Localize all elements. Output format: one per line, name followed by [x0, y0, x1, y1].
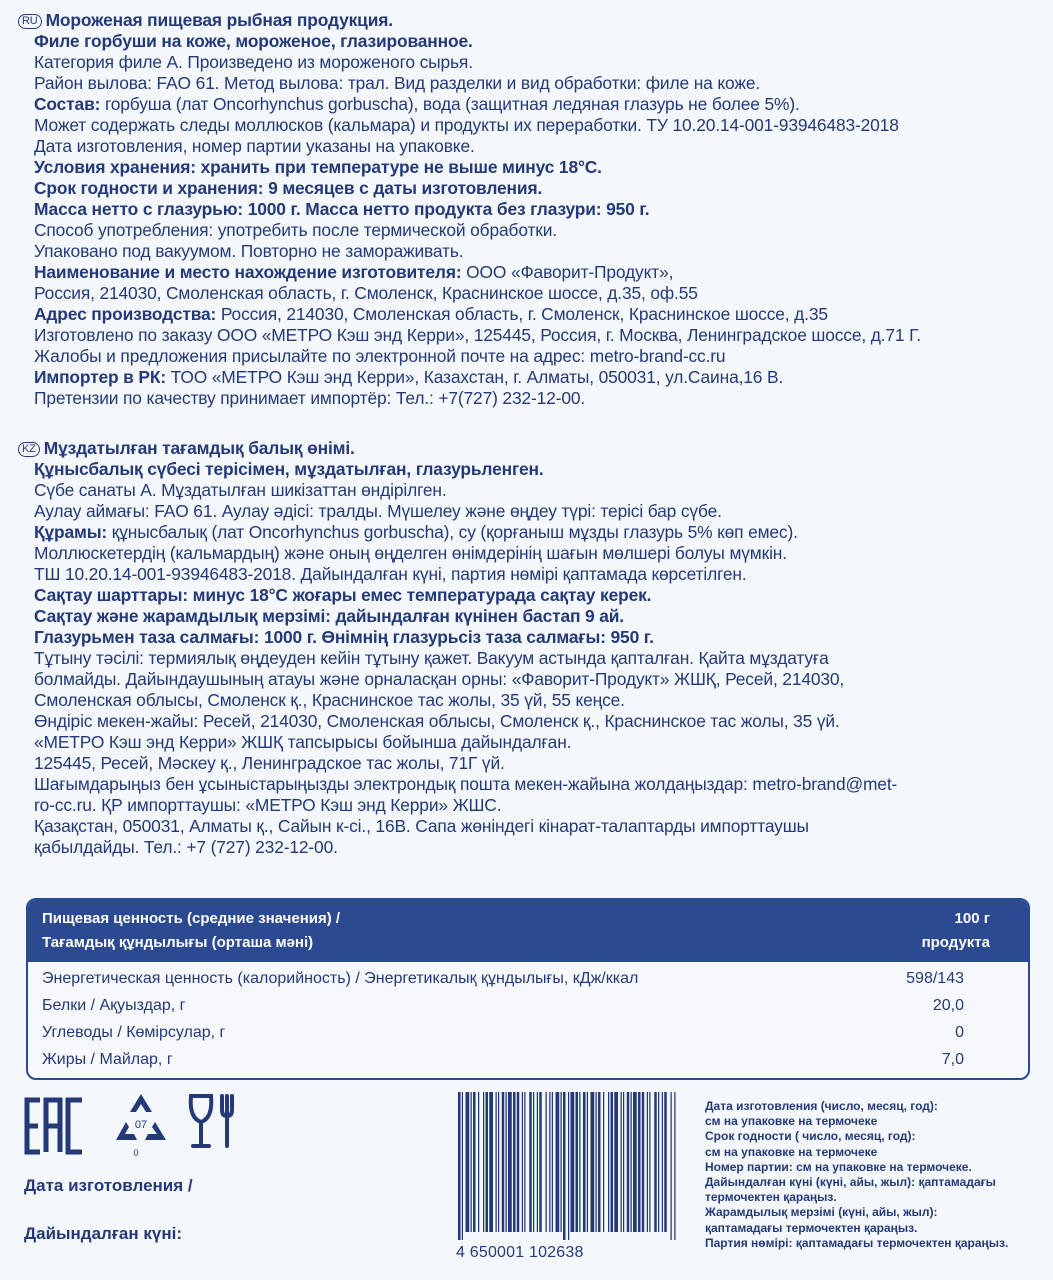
date-info-line: қаптамадағы термочектен қараңыз. [705, 1220, 918, 1235]
barcode-bar [647, 1092, 648, 1232]
barcode-bar [627, 1092, 630, 1232]
date-info-line: Дата изготовления (число, месяц, год): [705, 1099, 938, 1113]
nutrition-table [26, 898, 1030, 1080]
kz-line: Өндіріс мекен-жайы: Ресей, 214030, Смоленская облысы, Смоленск қ., Краснинское тас жолы, 35 үй. [34, 711, 840, 731]
date-info-line: Номер партии: см на упаковке на термочеке. [705, 1159, 972, 1174]
barcode-bar [471, 1092, 472, 1232]
ru-badge: RU [18, 14, 42, 29]
ru-line: Район вылова: FAO 61. Метод вылова: трал. Вид разделки и вид обработки: филе на коже. [34, 73, 761, 93]
nutrition-row [42, 1024, 1014, 1048]
nutrition-row-name: Жиры / Майлар, г [42, 1051, 173, 1068]
kz-badge: KZ [18, 442, 40, 457]
barcode-bar [662, 1092, 663, 1232]
barcode-digits: 4 650001 102638 [456, 1244, 584, 1261]
kz-line: Шағымдарыңыз бен ұсыныстарыңызды электрондық пошта мекен-жайына жолдаңыздар: metro-brand@met- [34, 774, 898, 794]
barcode-bar [522, 1092, 523, 1232]
barcode-bar [654, 1092, 657, 1232]
nutrition-header-title-kz: Тағамдық құндылығы (орташа мәні) [42, 934, 314, 951]
date-label-kz: Дайындалған күні: [24, 1224, 182, 1243]
kz-line: Сақтау шарттары: минус 18°С жоғары емес температурада сақтау керек. [34, 585, 652, 605]
barcode-bar [563, 1092, 566, 1240]
barcode-bar [524, 1092, 525, 1232]
barcode-bar [561, 1092, 562, 1232]
eac-mark-icon [24, 1096, 86, 1156]
nutrition-row-value: 7,0 [941, 1051, 964, 1068]
barcode-bar [496, 1092, 497, 1232]
nutrition-header-unit: продукта [921, 934, 990, 951]
ru-line: Адрес производства: Россия, 214030, Смоленская область, г. Смоленск, Краснинское шоссе, д.35 [34, 304, 828, 324]
barcode-bar [462, 1092, 463, 1240]
barcode-bar [671, 1092, 672, 1240]
kz-line: Тұтыну тәсілі: термиялық өңдеуден кейін тұтыну қажет. Вакуум астында қапталған. Қайта мұздатуға [34, 648, 829, 668]
barcode-bar [513, 1092, 516, 1232]
ru-label-block [0, 10, 1053, 409]
kz-line: Құрамы: құнысбалық (лат Oncorhynchus gorbuscha), су (қорғаныш мұзды глазурь 5% көп емес). [34, 522, 798, 542]
barcode-bar [591, 1092, 595, 1232]
ru-line: Состав: горбуша (лат Oncorhynchus gorbuscha), вода (защитная ледяная глазурь не более 5%). [34, 94, 800, 114]
barcode-bar [603, 1092, 604, 1232]
kz-line: Сақтау және жарамдылық мерзімі: дайындалған күнінен бастап 9 ай. [34, 606, 624, 626]
nutrition-header [28, 900, 1028, 962]
barcode-bar [498, 1092, 499, 1232]
food-contact-icon [186, 1092, 240, 1150]
ru-line: Дата изготовления, номер партии указаны на упаковке. [34, 136, 475, 156]
ru-line: Россия, 214030, Смоленская область, г. Смоленск, Краснинское шоссе, д.35, оф.55 [34, 283, 698, 303]
nutrition-row-value: 598/143 [906, 970, 964, 987]
recycle-sub: 0 [133, 1148, 139, 1158]
ru-line: Срок годности и хранения: 9 месяцев с даты изготовления. [34, 178, 543, 198]
nutrition-row-name: Энергетическая ценность (калорийность) / Энергетикалық құндылығы, кДж/ккал [42, 970, 639, 987]
barcode-bar [502, 1092, 505, 1232]
kz-line: «МЕТРО Кэш энд Керри» ЖШҚ тапсырысы бойынша дайындалған. [34, 732, 572, 752]
barcode-bar [579, 1092, 580, 1232]
barcode-bar [466, 1092, 470, 1232]
barcode-bar [529, 1092, 532, 1232]
barcode-bar [552, 1092, 553, 1232]
kz-line: ro-cc.ru. ҚР импорттаушы: «МЕТРО Кэш энд Керри» ЖШС. [34, 795, 502, 815]
nutrition-row [42, 997, 1014, 1021]
date-info-line: Срок годности ( число, месяц, год): [705, 1129, 916, 1144]
nutrition-header-amount: 100 г [954, 910, 990, 927]
barcode-bar [537, 1092, 538, 1232]
barcode-bar [638, 1092, 641, 1232]
ru-line: Категория филе А. Произведено из мороженого сырья. [34, 52, 473, 72]
kz-line: Глазурьмен таза салмағы: 1000 г. Өнімнің глазурьсіз таза салмағы: 950 г. [34, 627, 654, 647]
ru-line: Наименование и место нахождение изготовителя: ООО «Фаворит-Продукт», [34, 262, 674, 282]
nutrition-header-title-ru: Пищевая ценность (средние значения) / [42, 910, 341, 927]
barcode-bar [473, 1092, 476, 1232]
barcode-bar [517, 1092, 520, 1232]
barcode-bar [664, 1092, 667, 1232]
kz-line: Смоленская облысы, Смоленск қ., Краснинское тас жолы, 35 үй, 55 кеңсе. [34, 690, 625, 710]
kz-line: Құнысбалық сүбесі терісімен, мұздатылған, глазурьленген. [34, 459, 544, 479]
barcode-bar [568, 1092, 569, 1240]
kz-line: Моллюскетердің (кальмардың) және оның өңделген өнімдерінің шағын мөлшері болуы мүмкін. [34, 543, 787, 563]
ru-line: Масса нетто с глазурью: 1000 г. Масса нетто продукта без глазури: 950 г. [34, 199, 650, 219]
date-info-line: Дайындалған күні (күні, айы, жыл): қаптамадағы [705, 1175, 996, 1190]
date-info-line: Партия нөмірі: қаптамадағы термочектен қараңыз. [705, 1235, 1009, 1250]
recycle-icon [110, 1092, 172, 1158]
ru-line: Изготовлено по заказу ООО «МЕТРО Кэш энд Керри», 125445, Россия, г. Москва, Ленинградское шоссе, д.71 Г. [34, 325, 921, 345]
barcode-bar [587, 1092, 588, 1232]
nutrition-row-name: Белки / Ақуыздар, г [42, 997, 186, 1014]
kz-line: Қазақстан, 050031, Алматы қ., Сайын к-сі., 16В. Сапа жөніндегі кінарат-талаптарды импорттаушы [34, 816, 809, 836]
date-info-line: Жарамдылық мерзімі (күні, айы, жыл): [705, 1205, 938, 1220]
kz-line: KZ Мұздатылған тағамдық балық өнімі. [0, 438, 1053, 459]
date-info-line: термочектен қараңыз. [705, 1190, 837, 1205]
nutrition-row [42, 1051, 1014, 1075]
barcode-bar [633, 1092, 637, 1232]
barcode-bar [631, 1092, 632, 1232]
kz-line: 125445, Ресей, Мәскеу қ., Ленинградское тас жолы, 71Г үй. [34, 753, 505, 773]
ru-line: Претензии по качеству принимает импортёр: Тел.: +7(727) 232-12-00. [34, 388, 586, 408]
ru-line: Жалобы и предложения присылайте по электронной почте на адрес: metro-brand-cc.ru [34, 346, 726, 366]
barcode-bar [674, 1092, 675, 1240]
kz-line: қабылдайды. Тел.: +7 (727) 232-12-00. [34, 837, 338, 857]
barcode-bar [486, 1092, 489, 1232]
barcode-bar [508, 1092, 512, 1232]
kz-line: ТШ 10.20.14-001-93946483-2018. Дайындалған күні, партия нөмірі қаптамада көрсетілген. [34, 564, 747, 584]
date-label-ru: Дата изготовления / [24, 1176, 193, 1195]
barcode-bar [571, 1092, 575, 1232]
nutrition-row [42, 970, 1014, 994]
date-info-block [705, 1099, 1008, 1251]
ru-line: Может содержать следы моллюсков (кальмара) и продукты их переработки. ТУ 10.20.14-001-93946483-2018 [34, 115, 899, 135]
barcode-bar [539, 1092, 542, 1232]
barcode-bar [596, 1092, 597, 1232]
ru-line: Филе горбуши на коже, мороженое, глазированное. [34, 31, 473, 51]
ru-line: Импортер в РК: ТОО «МЕТРО Кэш энд Керри», Казахстан, г. Алматы, 050031, ул.Саина,16 В. [34, 367, 784, 387]
date-info-line: см на упаковке на термочеке [705, 1114, 878, 1129]
barcode-bar [556, 1092, 560, 1232]
barcode-bar [576, 1092, 579, 1232]
barcode-bar [614, 1092, 618, 1232]
barcode-bar [483, 1092, 484, 1232]
barcode-bar [549, 1092, 550, 1232]
recycle-code: 07 [134, 1119, 148, 1131]
barcode-bar [489, 1092, 493, 1232]
barcode-bar [478, 1092, 479, 1232]
barcode-bar [598, 1092, 601, 1232]
kz-label-block [0, 438, 1053, 858]
barcode-bar [546, 1092, 547, 1232]
barcode-bar [649, 1092, 650, 1232]
nutrition-row-value: 0 [955, 1024, 964, 1041]
barcode-bar [642, 1092, 645, 1232]
nutrition-row-value: 20,0 [932, 997, 964, 1014]
kz-line: болмайды. Дайындаушының атауы және орналасқан орны: «Фаворит-Продукт» ЖШҚ, Ресей, 214030, [34, 669, 845, 689]
barcode-bar [623, 1092, 624, 1232]
kz-line: Сүбе санаты А. Мұздатылған шикізаттан өндірілген. [34, 480, 447, 500]
ru-line: Способ употребления: употребить после термической обработки. [34, 220, 557, 240]
barcode-bar [506, 1092, 507, 1232]
barcode-bar [533, 1092, 534, 1232]
ru-line: Упаковано под вакуумом. Повторно не замораживать. [34, 241, 464, 261]
barcode-bar [611, 1092, 614, 1232]
ru-line: Условия хранения: хранить при температуре не выше минус 18°С. [34, 157, 602, 177]
date-info-line: см на упаковке на термочеке [705, 1144, 878, 1159]
barcode-bar [608, 1092, 609, 1232]
nutrition-row-name: Углеводы / Көмірсулар, г [42, 1024, 226, 1041]
barcode [452, 1090, 682, 1240]
kz-line: Аулау аймағы: FAO 61. Аулау әдісі: тралды. Мүшелеу және өңдеу түрі: терісі бар сүбе. [34, 501, 722, 521]
ru-line: RU Мороженая пищевая рыбная продукция. [0, 10, 1053, 31]
barcode-bar [458, 1092, 461, 1240]
barcode-bar [621, 1092, 622, 1232]
barcode-bar [658, 1092, 659, 1232]
barcode-bar [583, 1092, 586, 1232]
